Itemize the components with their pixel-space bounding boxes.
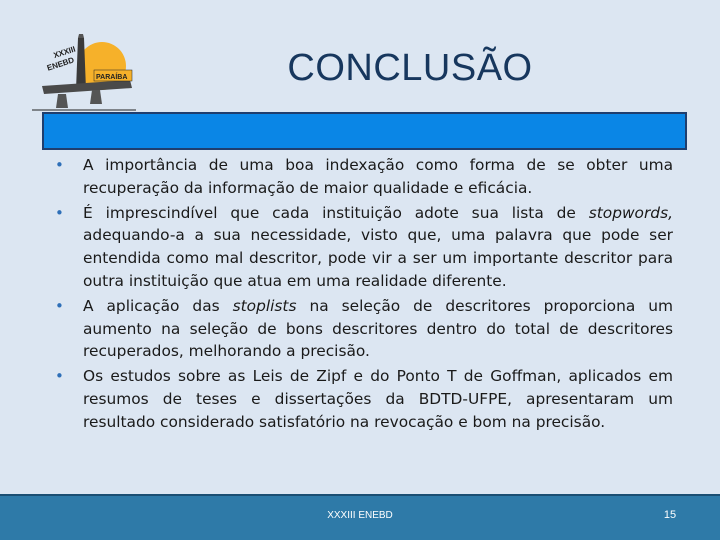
bullet-text-after: na seleção de descritores proporciona um aumento na seleção de bons descritores dentro do total de descritores recuperados, melhorando a precisão. — [83, 296, 673, 361]
svg-text:XXXIII: XXXIII — [52, 44, 77, 61]
bullet-list — [55, 154, 673, 436]
bullet-dot-icon: • — [55, 296, 64, 315]
svg-text:PARAÍBA: PARAÍBA — [96, 74, 128, 81]
bullet-emphasis: stoplists — [232, 296, 297, 315]
bullet-text: É imprescindível que cada instituição adote sua lista de — [83, 203, 589, 222]
bullet-text: Os estudos sobre as Leis de Zipf e do Ponto T de Goffman, aplicados em resumos de teses e dissertações da BDTD-UFPE, apresentaram um resultado considerado satisfatório na revocação e bom na precisão. — [83, 367, 673, 431]
bullet-dot-icon: • — [55, 203, 64, 222]
bullet-text-after: adequando-a a sua necessidade, visto que, uma palavra que pode ser entendida como mal descritor, pode vir a ser um importante descritor para outra instituição que atua em uma realidade diferente. — [83, 226, 673, 290]
slide-number: 15 — [663, 509, 677, 521]
bullet-item — [55, 154, 673, 200]
title-bar — [42, 112, 687, 150]
bullet-item — [55, 365, 673, 433]
footer-event-name: XXXIII ENEBD — [327, 510, 393, 521]
svg-text:ENEBD: ENEBD — [45, 55, 76, 73]
slide-footer — [0, 494, 720, 540]
bullet-emphasis: stopwords, — [588, 203, 673, 222]
bullet-dot-icon: • — [55, 367, 64, 386]
bullet-text: A importância de uma boa indexação como forma de se obter uma recuperação da informação de maior qualidade e eficácia. — [83, 156, 673, 197]
bullet-item — [55, 295, 673, 363]
bullet-text: A aplicação das — [83, 296, 233, 315]
monument-sun-logo-icon — [22, 28, 138, 112]
bullet-dot-icon: • — [55, 156, 64, 174]
conference-logo — [22, 28, 138, 112]
bullet-item — [55, 202, 673, 293]
slide-title: CONCLUSÃO — [287, 47, 533, 89]
